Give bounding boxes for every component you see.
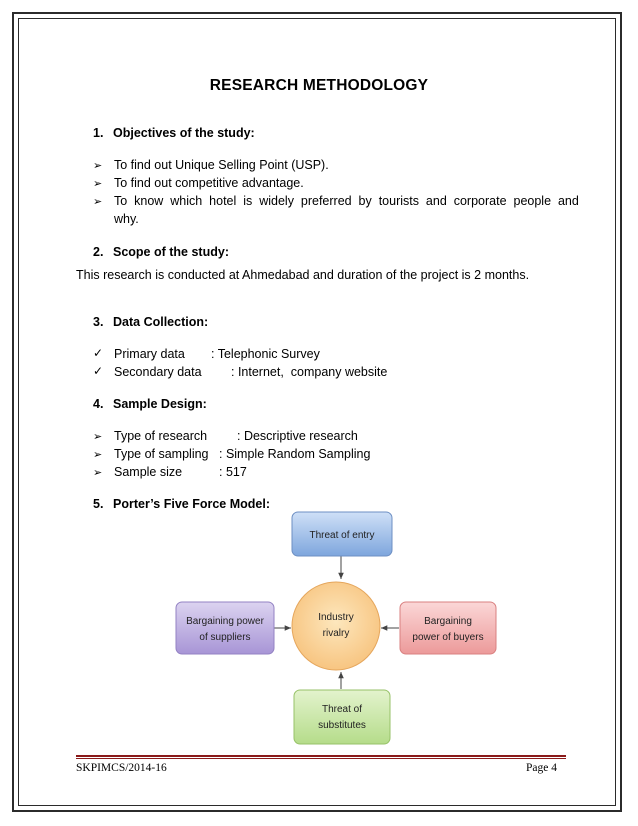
objective-item: To know which hotel is widely preferred by tourists and corporate people and xyxy=(114,194,579,208)
arrow-bullet-icon: ➢ xyxy=(93,449,103,461)
arrow-bullet-icon: ➢ xyxy=(93,196,103,208)
buyer-power-label-line1: Bargaining xyxy=(424,616,472,627)
sample-design-label: Sample size xyxy=(114,465,183,479)
section-heading-objectives: 1. Objectives of the study: xyxy=(93,126,255,140)
data-collection-label: Primary data xyxy=(114,347,185,361)
threat-of-substitutes-label-line1: Threat of xyxy=(321,704,363,715)
supplier-power-box xyxy=(176,602,274,654)
footer-page-number: Page 4 xyxy=(526,762,557,774)
section-heading-scope: 2. Scope of the study: xyxy=(93,245,229,259)
industry-rivalry-label-line2: rivalry xyxy=(322,628,350,639)
buyer-power-box xyxy=(400,602,496,654)
arrow-bullet-icon: ➢ xyxy=(93,467,103,479)
checkmark-icon: ✓ xyxy=(93,346,104,360)
industry-rivalry-label-line1: Industry xyxy=(318,612,354,623)
footer-rule xyxy=(76,755,566,757)
porter-five-forces-diagram xyxy=(170,508,500,748)
section-heading-sample-design: 4. Sample Design: xyxy=(93,397,207,411)
sample-design-label: Type of research xyxy=(114,429,208,443)
industry-rivalry-circle xyxy=(292,582,380,670)
arrow-bullet-icon: ➢ xyxy=(93,178,103,190)
sample-design-value: : 517 xyxy=(219,465,247,479)
data-collection-value: : Telephonic Survey xyxy=(211,347,320,361)
page-title: RESEARCH METHODOLOGY xyxy=(209,77,429,94)
section-heading-porter: 5. Porter’s Five Force Model: xyxy=(93,497,270,511)
threat-of-substitutes-label-line2: substitutes xyxy=(318,720,366,731)
arrow-bullet-icon: ➢ xyxy=(93,160,103,172)
arrow-bullet-icon: ➢ xyxy=(93,431,103,443)
section-heading-data-collection: 3. Data Collection: xyxy=(93,315,209,329)
checkmark-icon: ✓ xyxy=(93,364,104,378)
footer-left-text: SKPIMCS/2014-16 xyxy=(76,762,167,774)
supplier-power-label-line2: of suppliers xyxy=(199,632,251,643)
scope-text: This research is conducted at Ahmedabad and duration of the project is 2 months. xyxy=(76,268,530,282)
data-collection-label: Secondary data xyxy=(114,365,202,379)
supplier-power-label-line1: Bargaining power xyxy=(186,616,264,627)
sample-design-value: : Descriptive research xyxy=(237,429,358,443)
objective-item-continuation: why. xyxy=(114,212,139,226)
objective-item: To find out Unique Selling Point (USP). xyxy=(114,158,329,172)
objective-item: To find out competitive advantage. xyxy=(114,176,304,190)
footer-rule-thin xyxy=(76,758,566,759)
sample-design-label: Type of sampling xyxy=(114,447,209,461)
buyer-power-label-line2: power of buyers xyxy=(412,632,484,643)
sample-design-value: : Simple Random Sampling xyxy=(219,447,371,461)
threat-of-entry-box xyxy=(292,512,392,556)
data-collection-value: : Internet, company website xyxy=(231,365,388,379)
threat-of-substitutes-box xyxy=(294,690,390,744)
threat-of-entry-label: Threat of entry xyxy=(309,530,375,541)
